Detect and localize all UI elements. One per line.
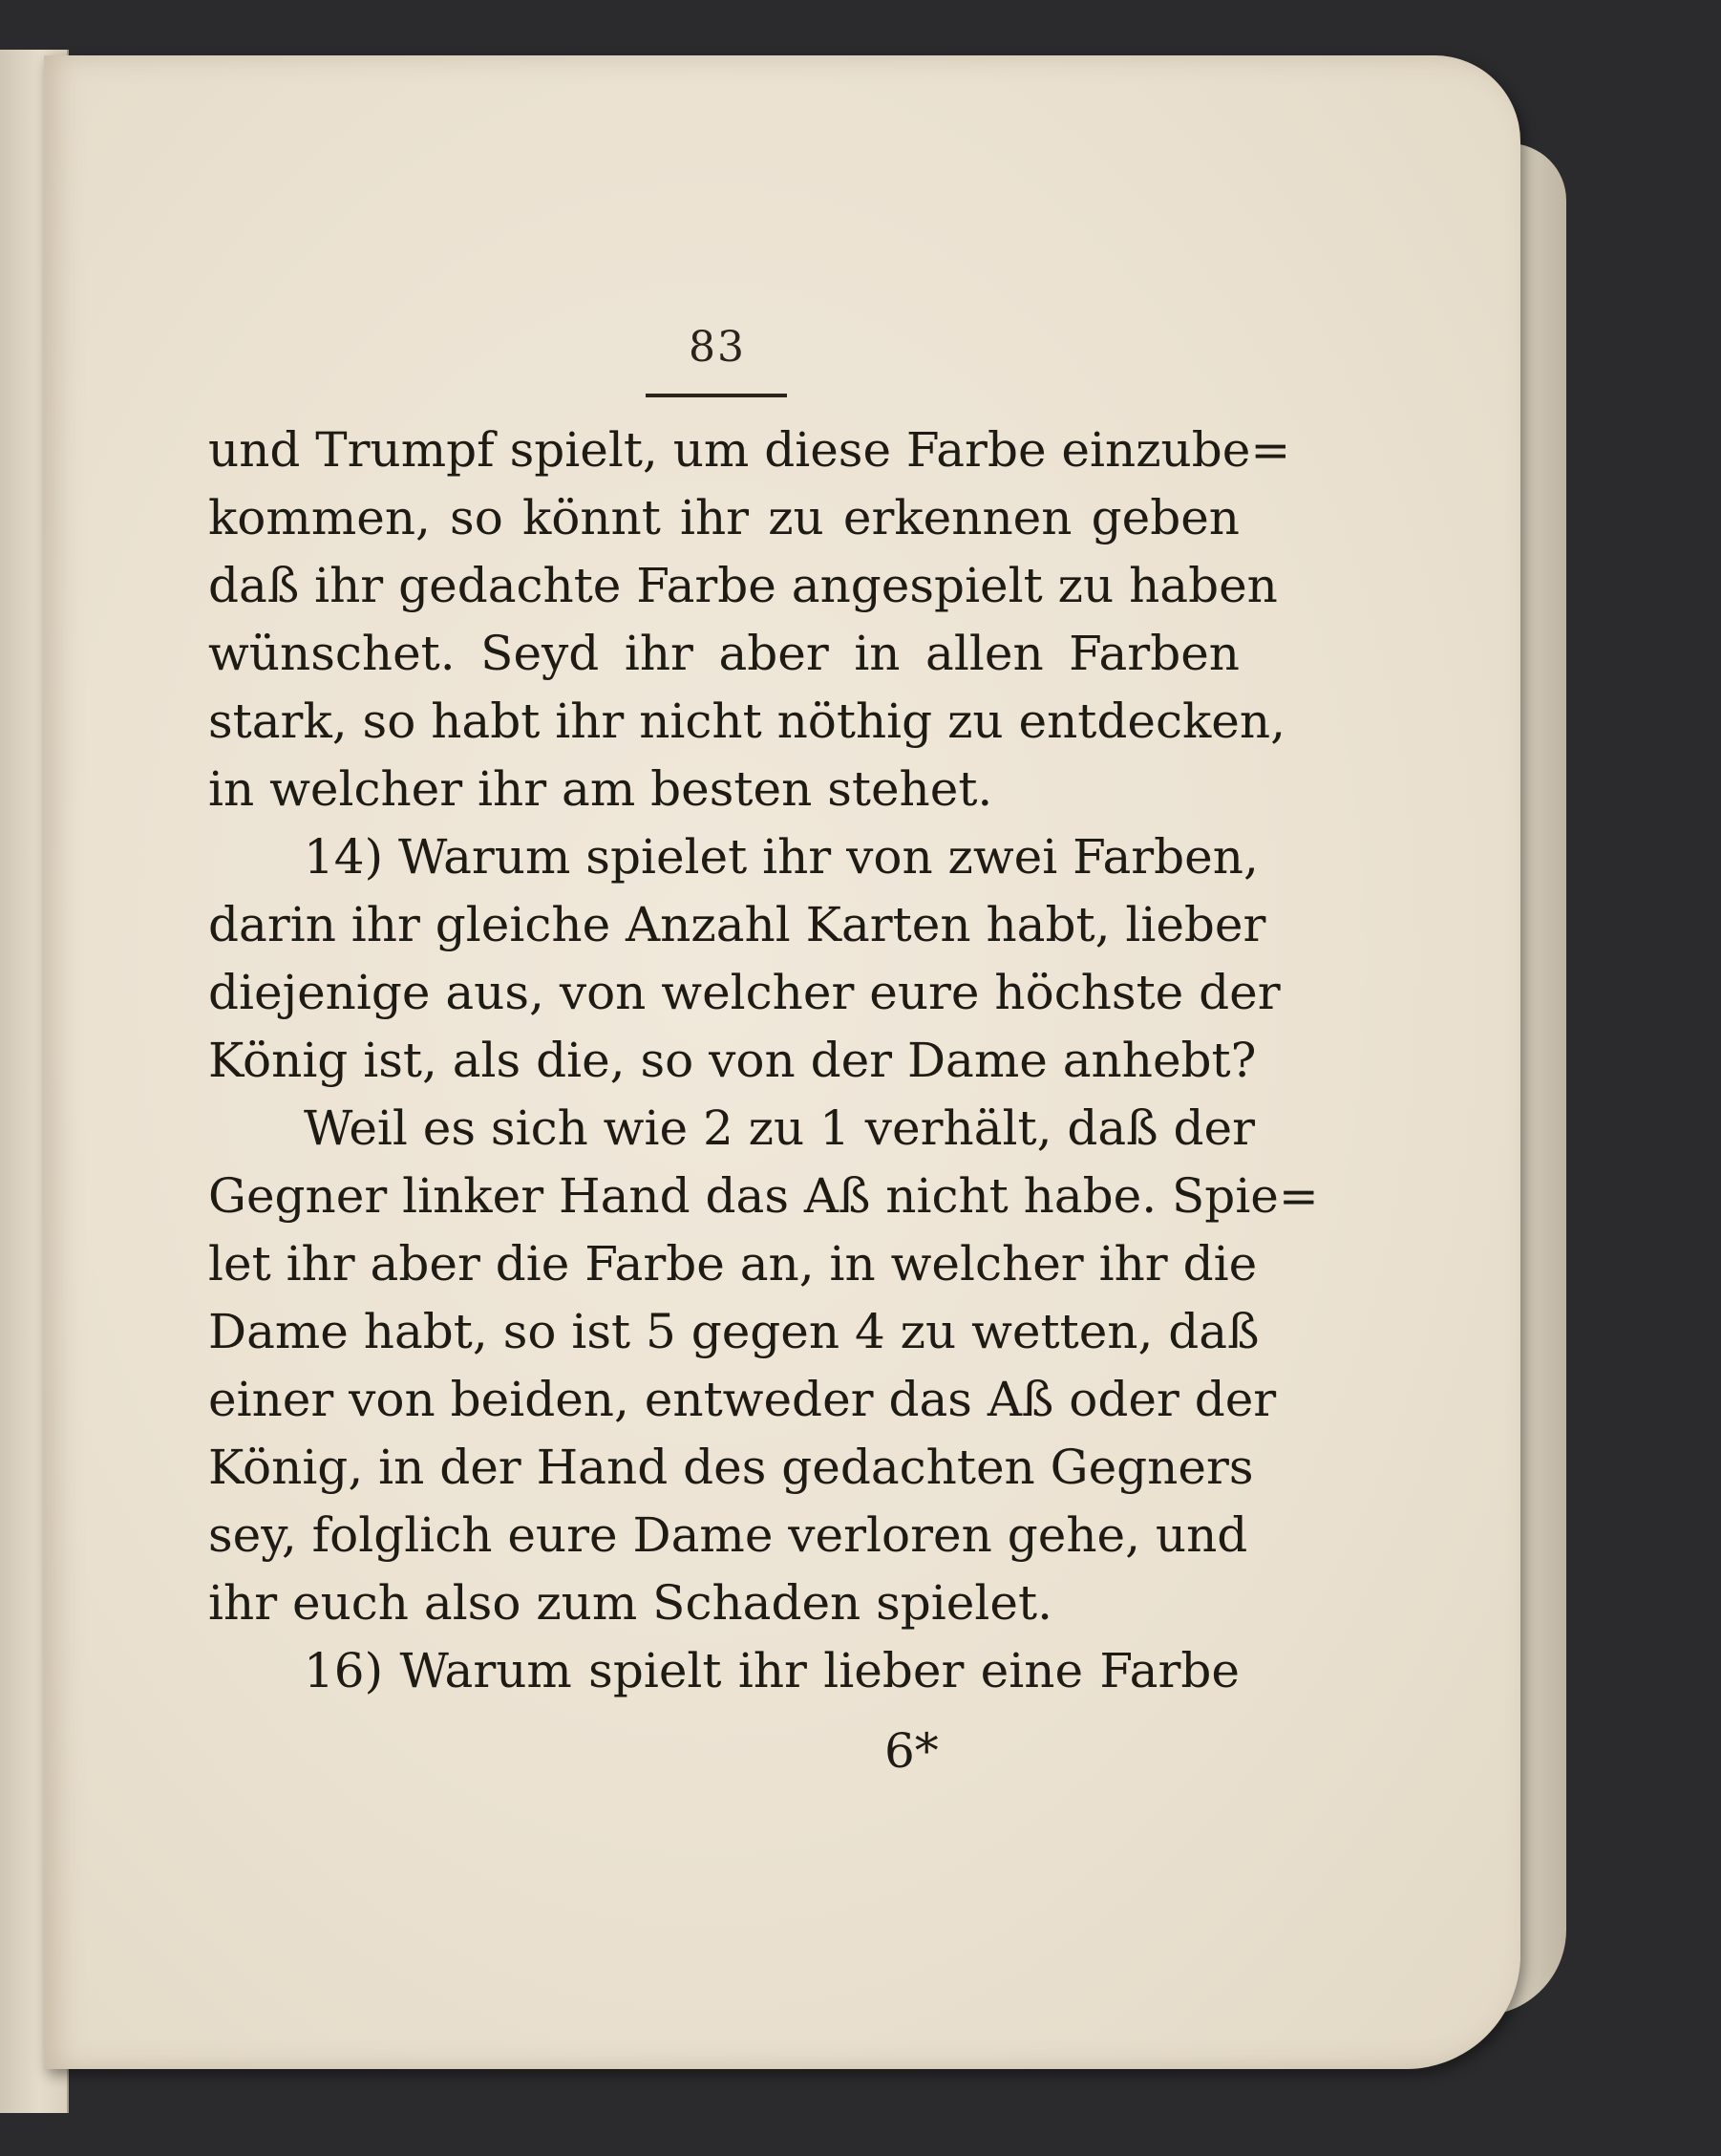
page-header (655, 323, 779, 372)
text-line: darin ihr gleiche Anzahl Karten habt, lieber (208, 897, 1266, 952)
text-line: kommen, so könnt ihr zu erkennen geben (208, 490, 1240, 545)
text-line: in welcher ihr am besten stehet. (208, 761, 993, 817)
text-line: stark, so habt ihr nicht nöthig zu entdecken, (208, 694, 1285, 749)
book-page (44, 55, 1520, 2069)
text-line: daß ihr gedachte Farbe angespielt zu haben (208, 558, 1278, 613)
page-number: 83 (689, 323, 746, 372)
text-line: König, in der Hand des gedachten Gegners (208, 1440, 1254, 1495)
text-line: einer von beiden, entweder das Aß oder der (208, 1372, 1277, 1427)
text-line: wünschet. Seyd ihr aber in allen Farben (208, 626, 1240, 681)
text-line: Dame habt, so ist 5 gegen 4 zu wetten, daß (208, 1304, 1260, 1359)
question-14: 14) Warum spielet ihr von zwei Farben, (304, 829, 1259, 885)
text-line: diejenige aus, von welcher eure höchste der (208, 965, 1281, 1020)
signature-mark: 6* (884, 1723, 939, 1779)
text-line: Gegner linker Hand das Aß nicht habe. Spie= (208, 1168, 1319, 1224)
text-line: let ihr aber die Farbe an, in welcher ihr die (208, 1236, 1258, 1291)
header-rule (646, 394, 787, 397)
text-line: ihr euch also zum Schaden spielet. (208, 1575, 1052, 1631)
text-line: sey, folglich eure Dame verloren gehe, und (208, 1507, 1248, 1563)
text-line: König ist, als die, so von der Dame anhebt? (208, 1033, 1257, 1088)
answer-paragraph: Weil es sich wie 2 zu 1 verhält, daß der (304, 1100, 1256, 1156)
question-16: 16) Warum spielt ihr lieber eine Farbe (304, 1643, 1240, 1698)
body-text (208, 416, 1319, 1705)
text-line: und Trumpf spielt, um diese Farbe einzube= (208, 422, 1291, 478)
